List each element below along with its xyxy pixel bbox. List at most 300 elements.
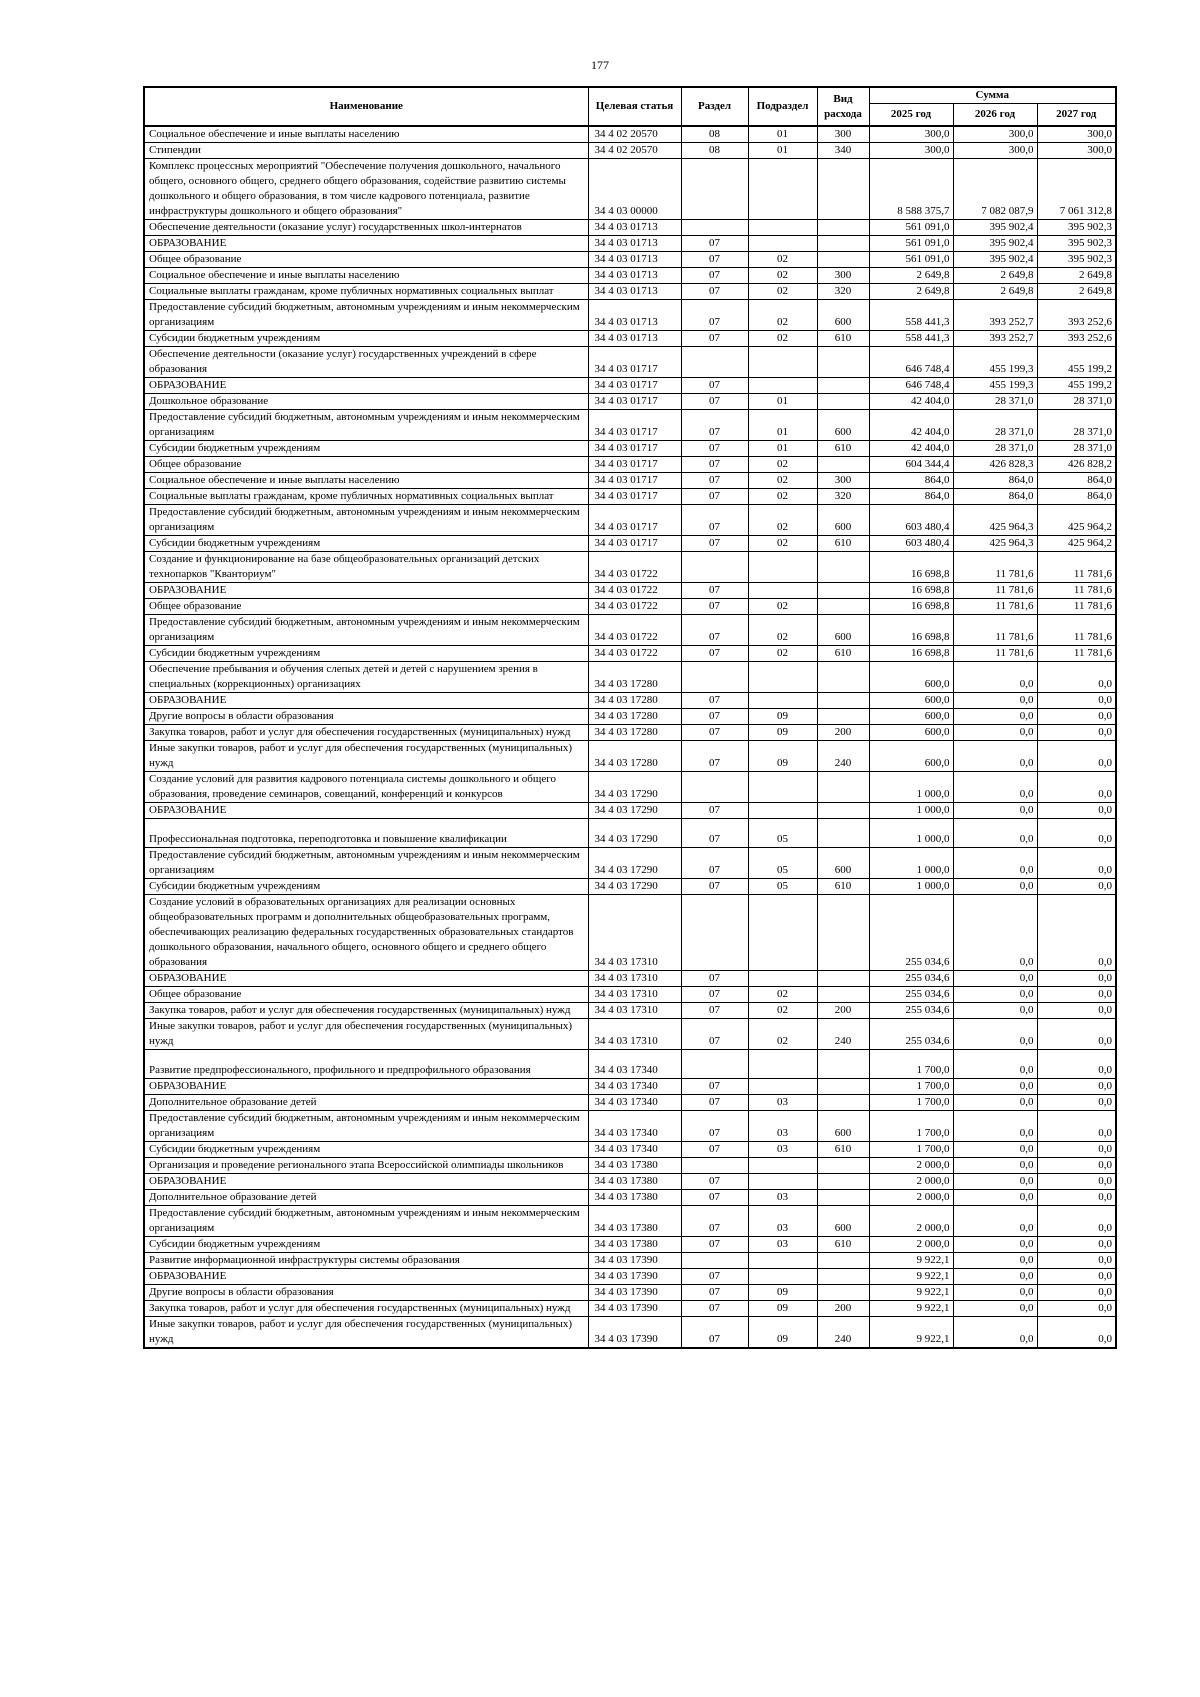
cell-sum-2025: 2 000,0	[869, 1206, 953, 1237]
cell-name: Общее образование	[144, 457, 588, 473]
cell-expense-type	[817, 599, 869, 615]
cell-sum-2026: 0,0	[953, 803, 1037, 819]
cell-section: 07	[681, 583, 748, 599]
table-row	[144, 583, 1116, 599]
cell-sum-2027: 11 781,6	[1037, 583, 1116, 599]
cell-name: Социальные выплаты гражданам, кроме публичных нормативных социальных выплат	[144, 489, 588, 505]
cell-subsection	[748, 1174, 817, 1190]
cell-sum-2025: 16 698,8	[869, 599, 953, 615]
cell-sum-2026: 0,0	[953, 1253, 1037, 1269]
cell-target-code: 34 4 03 17340	[588, 1079, 681, 1095]
cell-expense-type: 240	[817, 1317, 869, 1349]
table-row	[144, 971, 1116, 987]
cell-subsection: 02	[748, 473, 817, 489]
cell-name: Субсидии бюджетным учреждениям	[144, 441, 588, 457]
cell-sum-2025: 1 000,0	[869, 803, 953, 819]
cell-subsection: 02	[748, 505, 817, 536]
cell-sum-2027: 0,0	[1037, 1190, 1116, 1206]
table-row	[144, 1269, 1116, 1285]
cell-expense-type	[817, 236, 869, 252]
cell-section: 07	[681, 1079, 748, 1095]
cell-subsection	[748, 1050, 817, 1079]
cell-sum-2027: 395 902,3	[1037, 252, 1116, 268]
cell-expense-type: 340	[817, 143, 869, 159]
cell-sum-2026: 0,0	[953, 1158, 1037, 1174]
header-target: Целевая статья	[588, 87, 681, 126]
cell-sum-2025: 42 404,0	[869, 394, 953, 410]
cell-expense-type: 610	[817, 1237, 869, 1253]
cell-target-code: 34 4 03 01722	[588, 552, 681, 583]
table-row	[144, 410, 1116, 441]
cell-sum-2027: 0,0	[1037, 1003, 1116, 1019]
cell-expense-type: 610	[817, 331, 869, 347]
cell-name: Обеспечение деятельности (оказание услуг) государственных учреждений в сфере образования	[144, 347, 588, 378]
cell-expense-type	[817, 819, 869, 848]
cell-target-code: 34 4 03 17340	[588, 1142, 681, 1158]
cell-subsection: 01	[748, 126, 817, 143]
cell-target-code: 34 4 03 01713	[588, 284, 681, 300]
cell-subsection	[748, 236, 817, 252]
cell-name: Общее образование	[144, 252, 588, 268]
cell-sum-2027: 0,0	[1037, 772, 1116, 803]
cell-sum-2025: 600,0	[869, 693, 953, 709]
cell-name: Закупка товаров, работ и услуг для обеспечения государственных (муниципальных) нужд	[144, 1301, 588, 1317]
cell-sum-2025: 561 091,0	[869, 236, 953, 252]
cell-section: 07	[681, 1142, 748, 1158]
cell-target-code: 34 4 03 17340	[588, 1111, 681, 1142]
cell-name: Развитие информационной инфраструктуры системы образования	[144, 1253, 588, 1269]
cell-subsection: 03	[748, 1206, 817, 1237]
cell-name: Иные закупки товаров, работ и услуг для обеспечения государственных (муниципальных) нужд	[144, 1317, 588, 1349]
cell-name: ОБРАЗОВАНИЕ	[144, 583, 588, 599]
cell-section: 07	[681, 1301, 748, 1317]
table-row	[144, 441, 1116, 457]
cell-sum-2026: 425 964,3	[953, 536, 1037, 552]
cell-target-code: 34 4 03 17310	[588, 971, 681, 987]
cell-sum-2027: 11 781,6	[1037, 646, 1116, 662]
header-sum: Сумма	[869, 87, 1116, 104]
cell-section: 07	[681, 505, 748, 536]
cell-target-code: 34 4 03 17290	[588, 848, 681, 879]
table-row	[144, 725, 1116, 741]
cell-sum-2027: 393 252,6	[1037, 300, 1116, 331]
cell-section: 07	[681, 1111, 748, 1142]
cell-subsection	[748, 772, 817, 803]
cell-name: Социальные выплаты гражданам, кроме публичных нормативных социальных выплат	[144, 284, 588, 300]
cell-name: Субсидии бюджетным учреждениям	[144, 536, 588, 552]
cell-sum-2025: 42 404,0	[869, 441, 953, 457]
cell-sum-2027: 0,0	[1037, 741, 1116, 772]
cell-sum-2025: 646 748,4	[869, 347, 953, 378]
cell-name: ОБРАЗОВАНИЕ	[144, 378, 588, 394]
cell-sum-2025: 255 034,6	[869, 987, 953, 1003]
cell-target-code: 34 4 03 01717	[588, 457, 681, 473]
cell-sum-2026: 2 649,8	[953, 284, 1037, 300]
table-row	[144, 236, 1116, 252]
cell-subsection: 09	[748, 725, 817, 741]
cell-name: Социальное обеспечение и иные выплаты населению	[144, 473, 588, 489]
cell-sum-2027: 0,0	[1037, 725, 1116, 741]
cell-section: 07	[681, 331, 748, 347]
cell-expense-type: 600	[817, 1206, 869, 1237]
cell-name: Иные закупки товаров, работ и услуг для обеспечения государственных (муниципальных) нужд	[144, 1019, 588, 1050]
cell-subsection: 03	[748, 1190, 817, 1206]
cell-expense-type	[817, 1253, 869, 1269]
cell-sum-2027: 0,0	[1037, 1269, 1116, 1285]
cell-target-code: 34 4 03 01717	[588, 536, 681, 552]
cell-target-code: 34 4 03 01713	[588, 331, 681, 347]
cell-section: 08	[681, 143, 748, 159]
table-row	[144, 159, 1116, 220]
cell-target-code: 34 4 03 17280	[588, 693, 681, 709]
cell-sum-2025: 1 000,0	[869, 772, 953, 803]
cell-sum-2025: 864,0	[869, 473, 953, 489]
cell-sum-2026: 0,0	[953, 1142, 1037, 1158]
cell-sum-2026: 300,0	[953, 143, 1037, 159]
cell-sum-2027: 0,0	[1037, 1079, 1116, 1095]
cell-sum-2026: 0,0	[953, 1301, 1037, 1317]
cell-subsection: 05	[748, 848, 817, 879]
cell-target-code: 34 4 03 01717	[588, 441, 681, 457]
cell-sum-2026: 28 371,0	[953, 441, 1037, 457]
cell-name: Субсидии бюджетным учреждениям	[144, 646, 588, 662]
cell-expense-type: 610	[817, 646, 869, 662]
cell-sum-2027: 0,0	[1037, 819, 1116, 848]
cell-expense-type: 240	[817, 1019, 869, 1050]
cell-expense-type	[817, 1190, 869, 1206]
cell-target-code: 34 4 03 17280	[588, 662, 681, 693]
cell-target-code: 34 4 03 01717	[588, 473, 681, 489]
cell-sum-2025: 600,0	[869, 709, 953, 725]
cell-subsection: 09	[748, 709, 817, 725]
cell-target-code: 34 4 03 17390	[588, 1317, 681, 1349]
table-row	[144, 1003, 1116, 1019]
cell-name: ОБРАЗОВАНИЕ	[144, 1079, 588, 1095]
cell-sum-2027: 11 781,6	[1037, 599, 1116, 615]
cell-sum-2026: 0,0	[953, 1019, 1037, 1050]
table-row	[144, 646, 1116, 662]
cell-target-code: 34 4 03 01722	[588, 646, 681, 662]
cell-subsection: 01	[748, 143, 817, 159]
cell-subsection: 02	[748, 489, 817, 505]
cell-section: 07	[681, 646, 748, 662]
cell-name: Развитие предпрофессионального, профильного и предпрофильного образования	[144, 1050, 588, 1079]
cell-sum-2025: 255 034,6	[869, 971, 953, 987]
table-row	[144, 1174, 1116, 1190]
cell-sum-2025: 16 698,8	[869, 583, 953, 599]
cell-sum-2026: 0,0	[953, 709, 1037, 725]
cell-sum-2026: 425 964,3	[953, 505, 1037, 536]
table-row	[144, 1158, 1116, 1174]
cell-sum-2025: 864,0	[869, 489, 953, 505]
cell-sum-2027: 864,0	[1037, 473, 1116, 489]
table-row	[144, 505, 1116, 536]
cell-section: 07	[681, 394, 748, 410]
cell-subsection: 02	[748, 1003, 817, 1019]
cell-section: 07	[681, 879, 748, 895]
table-body	[144, 126, 1116, 1348]
cell-name: Дополнительное образование детей	[144, 1190, 588, 1206]
cell-sum-2027: 0,0	[1037, 662, 1116, 693]
table-row	[144, 1253, 1116, 1269]
cell-name: Обеспечение пребывания и обучения слепых детей и детей с нарушением зрения в специальных (коррекционных) организациях	[144, 662, 588, 693]
cell-section: 07	[681, 300, 748, 331]
cell-section: 07	[681, 819, 748, 848]
cell-sum-2027: 7 061 312,8	[1037, 159, 1116, 220]
cell-sum-2027: 0,0	[1037, 1095, 1116, 1111]
cell-sum-2026: 864,0	[953, 489, 1037, 505]
cell-sum-2025: 255 034,6	[869, 895, 953, 971]
cell-subsection: 05	[748, 819, 817, 848]
cell-target-code: 34 4 03 01717	[588, 347, 681, 378]
cell-section: 07	[681, 1174, 748, 1190]
page-number: 177	[591, 58, 609, 72]
cell-section: 07	[681, 441, 748, 457]
cell-expense-type	[817, 220, 869, 236]
table-row	[144, 615, 1116, 646]
cell-expense-type	[817, 987, 869, 1003]
cell-sum-2025: 8 588 375,7	[869, 159, 953, 220]
cell-name: Социальное обеспечение и иные выплаты населению	[144, 126, 588, 143]
cell-sum-2025: 42 404,0	[869, 410, 953, 441]
table-row	[144, 1019, 1116, 1050]
cell-target-code: 34 4 03 17290	[588, 819, 681, 848]
cell-sum-2025: 255 034,6	[869, 1003, 953, 1019]
cell-name: Субсидии бюджетным учреждениям	[144, 1237, 588, 1253]
table-row	[144, 772, 1116, 803]
cell-sum-2026: 11 781,6	[953, 646, 1037, 662]
cell-sum-2027: 0,0	[1037, 848, 1116, 879]
header-year-2025: 2025 год	[869, 104, 953, 127]
cell-sum-2025: 1 700,0	[869, 1050, 953, 1079]
cell-sum-2026: 0,0	[953, 725, 1037, 741]
cell-sum-2027: 395 902,3	[1037, 220, 1116, 236]
cell-section: 07	[681, 284, 748, 300]
cell-expense-type	[817, 394, 869, 410]
table-row	[144, 895, 1116, 971]
table-row	[144, 1285, 1116, 1301]
table-row	[144, 599, 1116, 615]
cell-sum-2027: 0,0	[1037, 1111, 1116, 1142]
cell-target-code: 34 4 03 17310	[588, 1019, 681, 1050]
cell-subsection: 02	[748, 646, 817, 662]
cell-section: 07	[681, 1190, 748, 1206]
cell-expense-type	[817, 803, 869, 819]
table-row	[144, 378, 1116, 394]
cell-name: ОБРАЗОВАНИЕ	[144, 1174, 588, 1190]
cell-sum-2026: 395 902,4	[953, 220, 1037, 236]
cell-sum-2026: 0,0	[953, 895, 1037, 971]
cell-section: 07	[681, 987, 748, 1003]
cell-target-code: 34 4 03 01713	[588, 268, 681, 284]
cell-expense-type: 600	[817, 1111, 869, 1142]
cell-name: Социальное обеспечение и иные выплаты населению	[144, 268, 588, 284]
cell-name: Предоставление субсидий бюджетным, автономным учреждениям и иным некоммерческим организациям	[144, 615, 588, 646]
cell-expense-type	[817, 1285, 869, 1301]
cell-subsection: 02	[748, 615, 817, 646]
cell-subsection	[748, 971, 817, 987]
table-row	[144, 1050, 1116, 1079]
table-row	[144, 284, 1116, 300]
cell-sum-2025: 558 441,3	[869, 300, 953, 331]
cell-expense-type	[817, 1095, 869, 1111]
cell-sum-2027: 0,0	[1037, 1237, 1116, 1253]
cell-subsection: 02	[748, 300, 817, 331]
cell-sum-2027: 455 199,2	[1037, 347, 1116, 378]
cell-name: Предоставление субсидий бюджетным, автономным учреждениям и иным некоммерческим организациям	[144, 1206, 588, 1237]
cell-expense-type: 300	[817, 268, 869, 284]
cell-expense-type: 610	[817, 1142, 869, 1158]
cell-sum-2027: 2 649,8	[1037, 284, 1116, 300]
cell-subsection: 02	[748, 599, 817, 615]
cell-sum-2026: 0,0	[953, 1317, 1037, 1349]
cell-sum-2026: 864,0	[953, 473, 1037, 489]
cell-subsection: 02	[748, 252, 817, 268]
cell-sum-2027: 0,0	[1037, 1174, 1116, 1190]
cell-sum-2025: 1 000,0	[869, 848, 953, 879]
cell-sum-2027: 425 964,2	[1037, 505, 1116, 536]
cell-sum-2026: 0,0	[953, 987, 1037, 1003]
cell-expense-type	[817, 159, 869, 220]
cell-sum-2025: 561 091,0	[869, 220, 953, 236]
cell-subsection: 02	[748, 268, 817, 284]
cell-subsection: 03	[748, 1142, 817, 1158]
cell-name: Обеспечение деятельности (оказание услуг) государственных школ-интернатов	[144, 220, 588, 236]
table-row	[144, 347, 1116, 378]
cell-expense-type	[817, 709, 869, 725]
table-row	[144, 394, 1116, 410]
cell-section: 07	[681, 1285, 748, 1301]
cell-target-code: 34 4 03 17380	[588, 1206, 681, 1237]
table-row	[144, 252, 1116, 268]
table-row	[144, 662, 1116, 693]
cell-name: Комплекс процессных мероприятий "Обеспечение получения дошкольного, начального общего, основного общего, среднего общего образования, содействие развитию системы дошкольного и общего образования, в том числе кадрового потенциала, развитие инфраструктуры дошкольного и общего образования"	[144, 159, 588, 220]
cell-target-code: 34 4 03 01717	[588, 378, 681, 394]
cell-section: 08	[681, 126, 748, 143]
cell-section: 07	[681, 709, 748, 725]
cell-expense-type	[817, 457, 869, 473]
cell-expense-type	[817, 1174, 869, 1190]
table-row	[144, 268, 1116, 284]
cell-sum-2026: 11 781,6	[953, 599, 1037, 615]
cell-name: ОБРАЗОВАНИЕ	[144, 236, 588, 252]
cell-subsection	[748, 347, 817, 378]
cell-sum-2025: 16 698,8	[869, 646, 953, 662]
cell-target-code: 34 4 03 17380	[588, 1190, 681, 1206]
cell-subsection	[748, 662, 817, 693]
cell-target-code: 34 4 03 17280	[588, 741, 681, 772]
cell-sum-2026: 0,0	[953, 662, 1037, 693]
cell-target-code: 34 4 03 01713	[588, 220, 681, 236]
cell-name: Субсидии бюджетным учреждениям	[144, 331, 588, 347]
cell-expense-type	[817, 772, 869, 803]
cell-sum-2027: 28 371,0	[1037, 410, 1116, 441]
cell-name: Общее образование	[144, 987, 588, 1003]
cell-target-code: 34 4 03 01713	[588, 252, 681, 268]
table-row	[144, 693, 1116, 709]
cell-sum-2027: 0,0	[1037, 1253, 1116, 1269]
table-row	[144, 709, 1116, 725]
cell-expense-type: 300	[817, 126, 869, 143]
cell-section	[681, 1253, 748, 1269]
cell-section: 07	[681, 615, 748, 646]
cell-sum-2025: 9 922,1	[869, 1317, 953, 1349]
cell-section: 07	[681, 1237, 748, 1253]
table-row	[144, 987, 1116, 1003]
cell-expense-type: 600	[817, 615, 869, 646]
header-name: Наименование	[144, 87, 588, 126]
cell-subsection: 02	[748, 331, 817, 347]
cell-sum-2026: 395 902,4	[953, 236, 1037, 252]
cell-sum-2025: 2 649,8	[869, 284, 953, 300]
cell-expense-type: 610	[817, 536, 869, 552]
cell-section: 07	[681, 536, 748, 552]
cell-sum-2026: 393 252,7	[953, 331, 1037, 347]
cell-sum-2025: 9 922,1	[869, 1253, 953, 1269]
cell-expense-type	[817, 895, 869, 971]
cell-target-code: 34 4 03 01717	[588, 394, 681, 410]
cell-sum-2027: 864,0	[1037, 489, 1116, 505]
cell-sum-2027: 0,0	[1037, 1019, 1116, 1050]
cell-section	[681, 552, 748, 583]
cell-target-code: 34 4 03 17310	[588, 1003, 681, 1019]
cell-subsection: 01	[748, 441, 817, 457]
cell-target-code: 34 4 03 17380	[588, 1174, 681, 1190]
cell-sum-2026: 28 371,0	[953, 394, 1037, 410]
cell-sum-2027: 0,0	[1037, 1301, 1116, 1317]
table-row	[144, 126, 1116, 143]
cell-sum-2026: 0,0	[953, 971, 1037, 987]
cell-name: Дошкольное образование	[144, 394, 588, 410]
cell-section	[681, 159, 748, 220]
cell-sum-2026: 0,0	[953, 1237, 1037, 1253]
cell-sum-2027: 0,0	[1037, 693, 1116, 709]
cell-sum-2025: 300,0	[869, 126, 953, 143]
table-row	[144, 220, 1116, 236]
cell-expense-type	[817, 693, 869, 709]
cell-expense-type	[817, 378, 869, 394]
cell-expense-type: 600	[817, 410, 869, 441]
cell-expense-type	[817, 1269, 869, 1285]
cell-sum-2025: 2 000,0	[869, 1174, 953, 1190]
cell-name: Стипендии	[144, 143, 588, 159]
cell-sum-2026: 300,0	[953, 126, 1037, 143]
cell-sum-2025: 1 000,0	[869, 819, 953, 848]
table-row	[144, 489, 1116, 505]
cell-subsection	[748, 1253, 817, 1269]
cell-sum-2026: 11 781,6	[953, 552, 1037, 583]
cell-expense-type	[817, 347, 869, 378]
cell-name: Субсидии бюджетным учреждениям	[144, 879, 588, 895]
cell-sum-2027: 300,0	[1037, 126, 1116, 143]
cell-section: 07	[681, 410, 748, 441]
table-row	[144, 1206, 1116, 1237]
cell-subsection: 09	[748, 1317, 817, 1349]
cell-subsection	[748, 803, 817, 819]
cell-subsection: 09	[748, 741, 817, 772]
table-row	[144, 803, 1116, 819]
table-row	[144, 1301, 1116, 1317]
cell-expense-type: 300	[817, 473, 869, 489]
cell-section: 07	[681, 1269, 748, 1285]
cell-section: 07	[681, 378, 748, 394]
cell-expense-type	[817, 252, 869, 268]
cell-sum-2025: 1 700,0	[869, 1111, 953, 1142]
cell-name: Создание условий для развития кадрового потенциала системы дошкольного и общего образования, проведение семинаров, совещаний, конференций и конкурсов	[144, 772, 588, 803]
cell-name: Предоставление субсидий бюджетным, автономным учреждениям и иным некоммерческим организациям	[144, 1111, 588, 1142]
cell-subsection: 09	[748, 1285, 817, 1301]
cell-name: Субсидии бюджетным учреждениям	[144, 1142, 588, 1158]
